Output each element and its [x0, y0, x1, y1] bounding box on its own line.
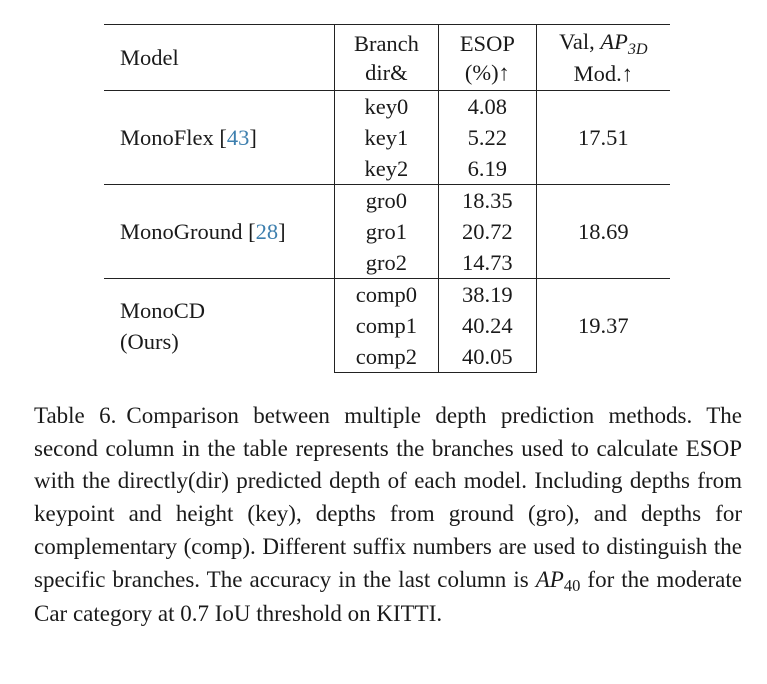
caption-text-before: Comparison between multiple depth prediction methods. The second column in the table represents the branches used to calculate ESOP with the directly(dir) predicted depth of each model. Including depths from keypoint and height (key), depths from ground (gro), and depths for complementary (comp). Different suffix numbers are used to distinguish the specific branches. The accuracy in the last column is	[34, 403, 742, 592]
model-monoflex: MonoFlex [43]	[104, 91, 334, 185]
esop-cell: 18.35	[438, 185, 536, 217]
branch-cell: key2	[334, 153, 438, 185]
branch-cell: key1	[334, 122, 438, 153]
header-branch-line2: dir&	[365, 59, 408, 85]
esop-cell: 20.72	[438, 216, 536, 247]
model-monoground: MonoGround [28]	[104, 185, 334, 279]
table-caption	[34, 400, 742, 631]
caption-text-after: for the moderate Car category at 0.7 IoU threshold on KITTI.	[34, 566, 742, 627]
branch-cell: comp0	[334, 279, 438, 311]
esop-cell: 40.24	[438, 310, 536, 341]
esop-cell: 6.19	[438, 153, 536, 185]
ap-cell: 18.69	[536, 185, 670, 279]
esop-cell: 14.73	[438, 247, 536, 279]
header-branch-line1: Branch	[353, 30, 419, 56]
branch-cell: comp2	[334, 341, 438, 373]
header-esop-line2: (%)↑	[464, 59, 510, 85]
table-header-row	[104, 25, 670, 91]
header-esop-line1: ESOP	[459, 30, 515, 56]
caption-ap-subscript: 40	[563, 576, 581, 596]
caption-label: Table 6.	[34, 403, 117, 428]
comparison-table	[104, 24, 670, 373]
header-ap-line1	[537, 27, 670, 59]
header-ap-line2: Mod.↑	[573, 61, 634, 86]
citation-link[interactable]: 43	[226, 125, 250, 150]
model-monocd-name: MonoCD	[120, 297, 206, 323]
caption-ap-symbol: AP	[535, 566, 564, 592]
esop-cell: 38.19	[438, 279, 536, 311]
esop-cell: 40.05	[438, 341, 536, 373]
branch-cell: gro2	[334, 247, 438, 279]
branch-cell: comp1	[334, 310, 438, 341]
model-monocd	[104, 279, 334, 373]
branch-cell: gro1	[334, 216, 438, 247]
header-branch	[334, 25, 438, 91]
ap-cell: 19.37	[536, 279, 670, 373]
branch-cell: key0	[334, 91, 438, 123]
header-ap-subscript: 3D	[627, 39, 648, 58]
esop-cell: 5.22	[438, 122, 536, 153]
esop-cell: 4.08	[438, 91, 536, 123]
header-ap	[536, 25, 670, 91]
table-row	[104, 91, 670, 123]
citation-link[interactable]: 28	[255, 219, 279, 244]
ap-cell: 17.51	[536, 91, 670, 185]
table-row	[104, 185, 670, 217]
header-model: Model	[104, 25, 334, 91]
model-monocd-ours: (Ours)	[120, 328, 179, 354]
branch-cell: gro0	[334, 185, 438, 217]
table-row	[104, 279, 670, 311]
header-ap-prefix: Val,	[559, 29, 601, 54]
header-ap-symbol: AP	[600, 29, 628, 54]
header-esop	[438, 25, 536, 91]
